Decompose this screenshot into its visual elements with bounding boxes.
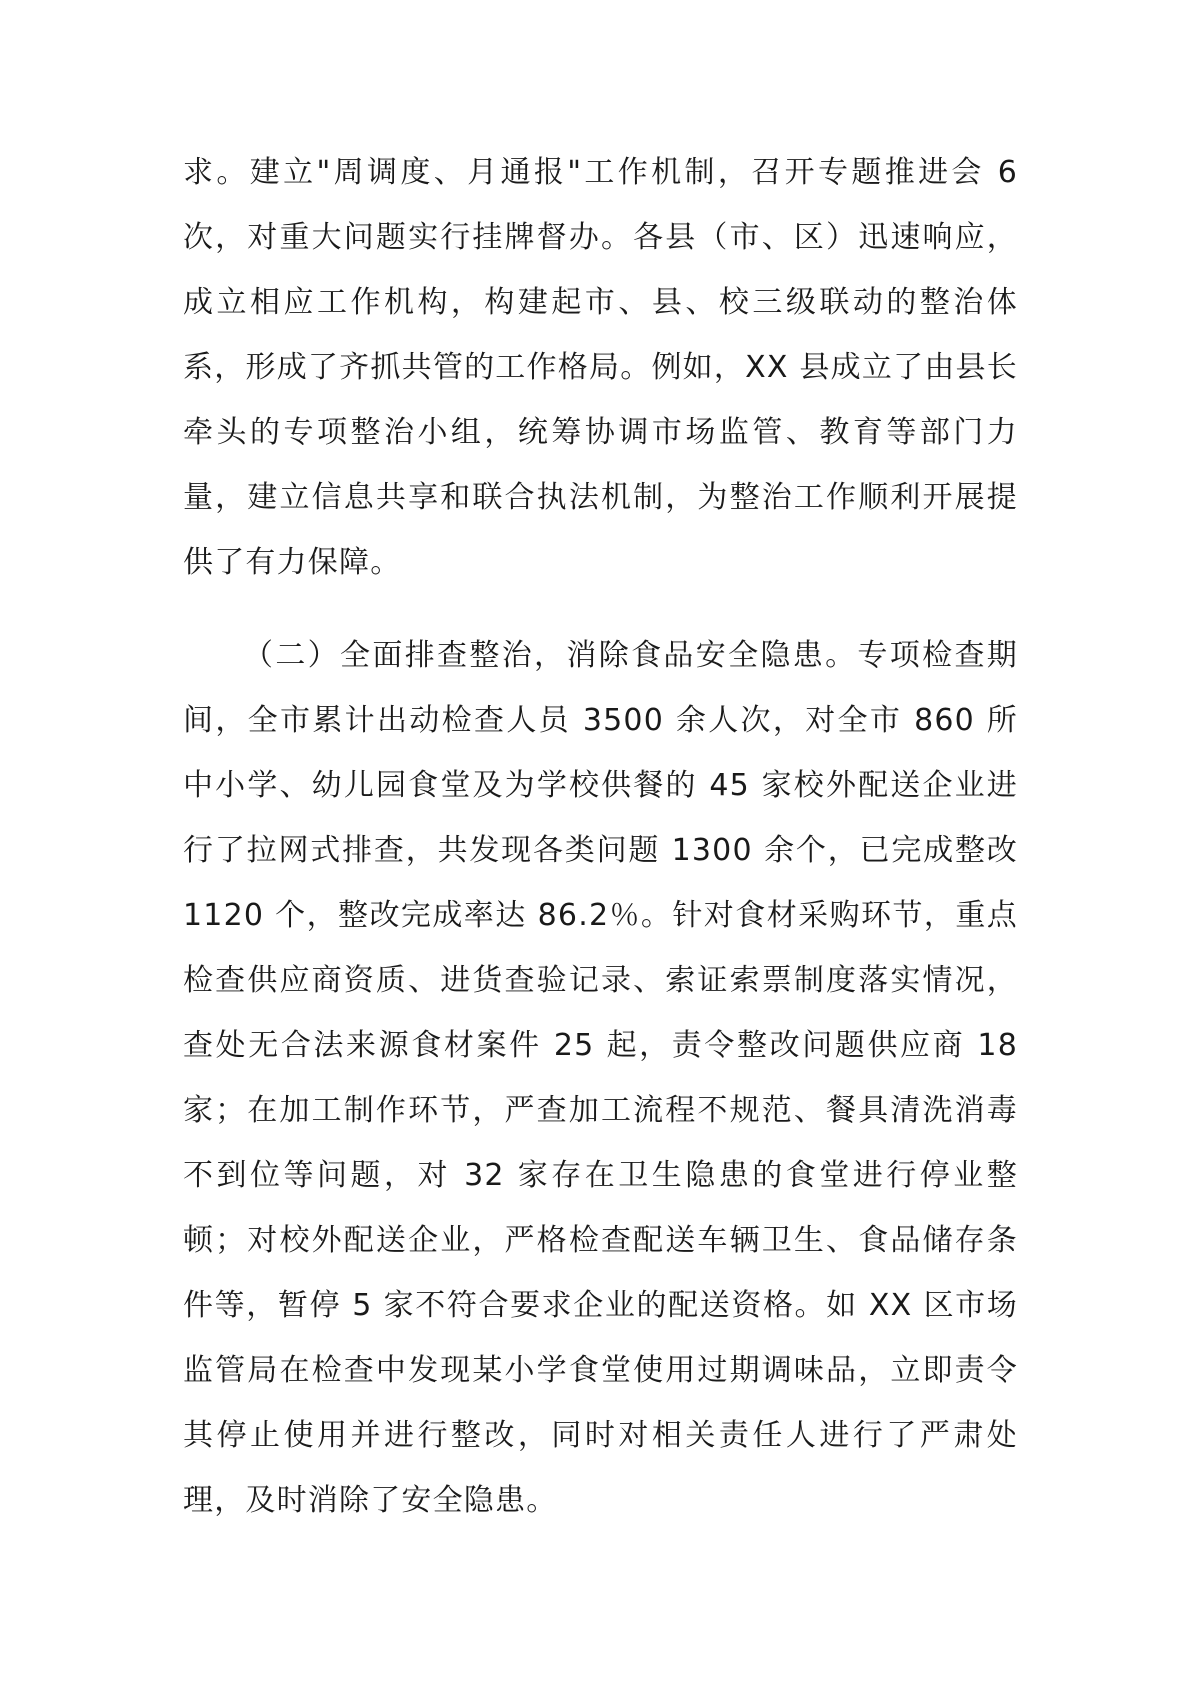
paragraph-spacer xyxy=(183,595,1018,623)
paragraph-section-two: （二）全面排查整治，消除食品安全隐患。专项检查期间，全市累计出动检查人员 3500 余人次，对全市 860 所中小学、幼儿园食堂及为学校供餐的 45 家校外配送企业进行了拉网式排查，共发现各类问题 1300 余个，已完成整改 1120 个，整改完成率达 86.2％。针对食材采购环节，重点检查供应商资质、进货查验记录、索证索票制度落实情况，查处无合法来源食材案件 25 起，责令整改问题供应商 18 家；在加工制作环节，严查加工流程不规范、餐具清洗消毒不到位等问题，对 32 家存在卫生隐患的食堂进行停业整顿；对校外配送企业，严格检查配送车辆卫生、食品储存条件等，暂停 5 家不符合要求企业的配送资格。如 XX 区市场监管局在检查中发现某小学食堂使用过期调味品，立即责令其停止使用并进行整改，同时对相关责任人进行了严肃处理，及时消除了安全隐患。 xyxy=(183,638,1018,1518)
paragraph-continuation: 求。建立"周调度、月通报"工作机制，召开专题推进会 6 次，对重大问题实行挂牌督办。各县（市、区）迅速响应，成立相应工作机构，构建起市、县、校三级联动的整治体系，形成了齐抓共管的工作格局。例如，XX 县成立了由县长牵头的专项整治小组，统筹协调市场监管、教育等部门力量，建立信息共享和联合执法机制，为整治工作顺利开展提供了有力保障。 xyxy=(183,155,1018,580)
document-body xyxy=(183,140,1018,1533)
